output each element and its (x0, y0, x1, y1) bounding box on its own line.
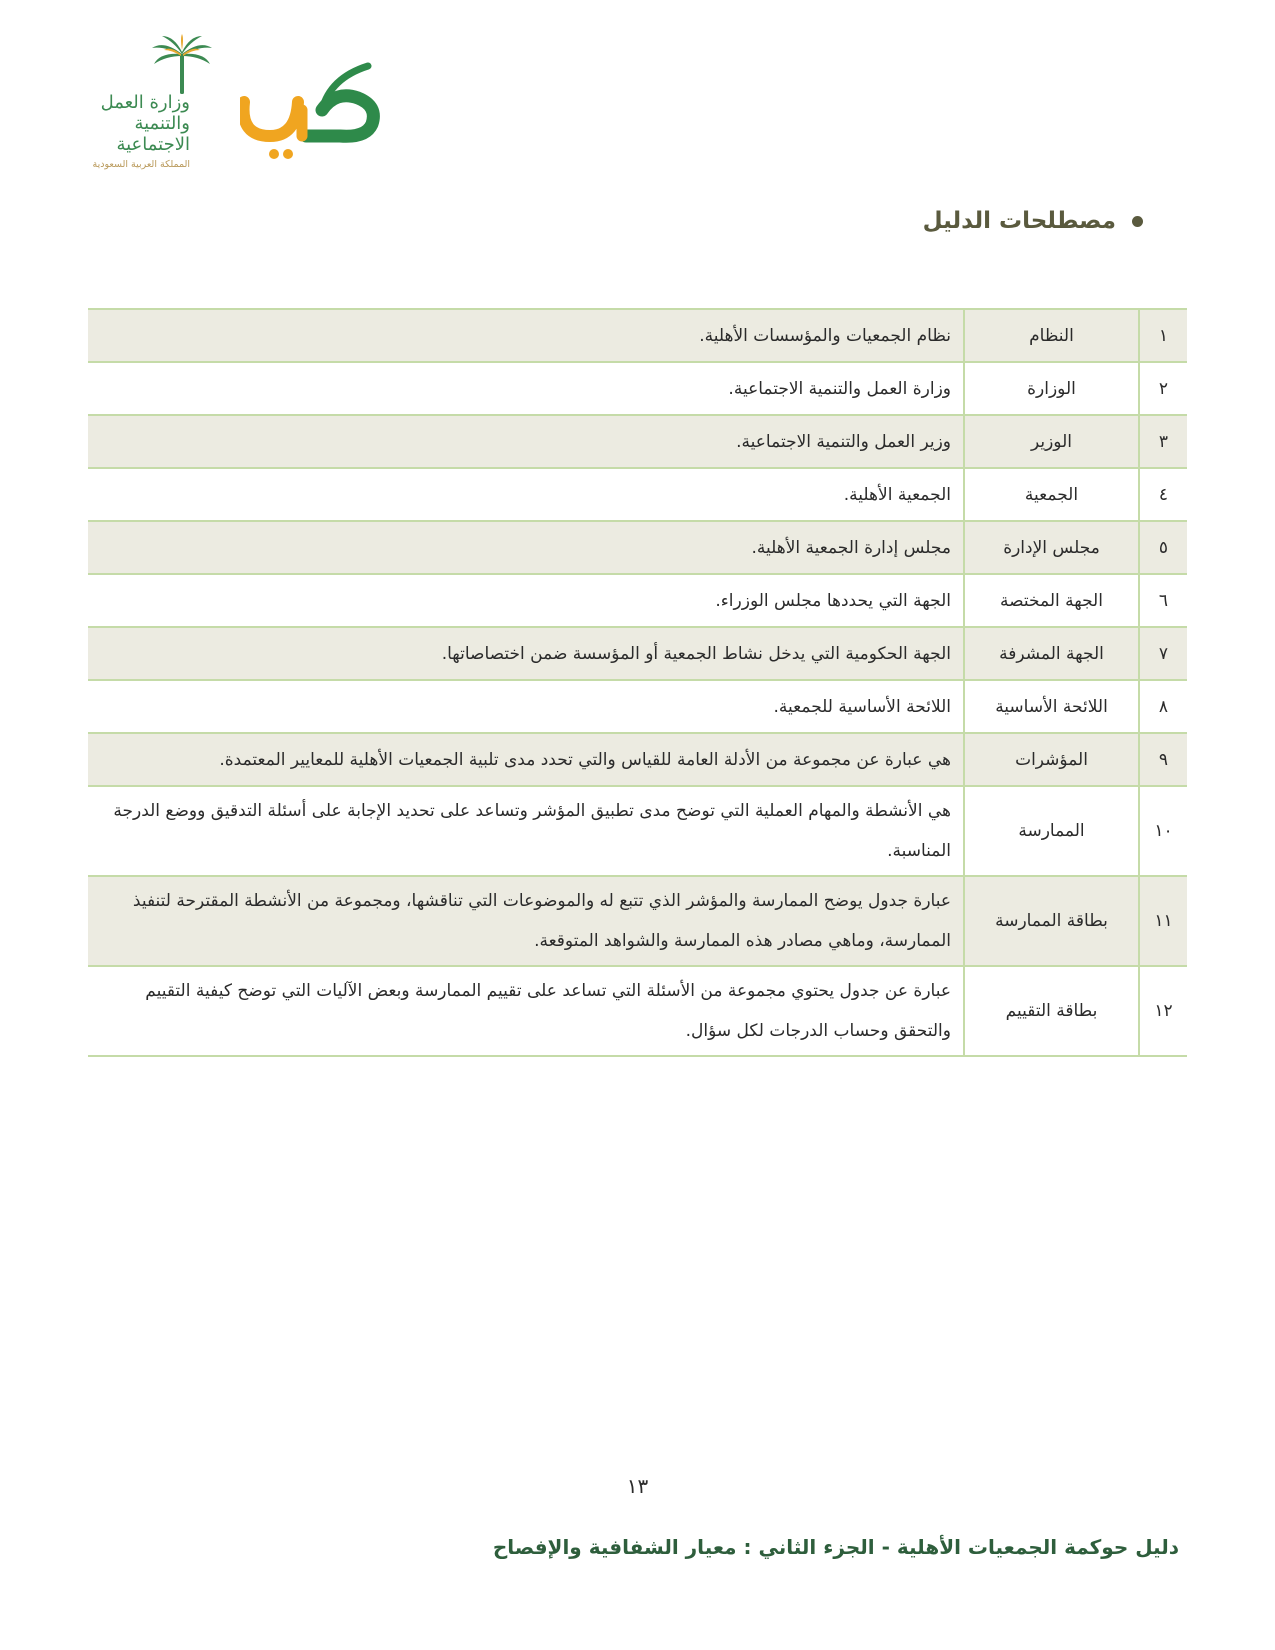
brand-logo (240, 62, 390, 162)
row-number: ٣ (1139, 415, 1187, 468)
ministry-country: المملكة العربية السعودية (92, 158, 190, 170)
row-number: ٩ (1139, 733, 1187, 786)
row-number: ١٠ (1139, 786, 1187, 876)
table-row (88, 415, 1187, 468)
row-term: الجهة المختصة (964, 574, 1139, 627)
ministry-logo (60, 34, 220, 170)
section-heading (923, 208, 1143, 234)
row-definition: وزير العمل والتنمية الاجتماعية. (736, 431, 951, 452)
row-definition: عبارة جدول يوضح الممارسة والمؤشر الذي تتبع له والموضوعات التي تناقشها، ومجموعة من الأنشطة المقترحة لتنفيذ الممارسة، وماهي مصادر هذه الممارسة والشواهد المتوقعة. (132, 891, 951, 951)
row-definition: هي الأنشطة والمهام العملية التي توضح مدى تطبيق المؤشر وتساعد على تحديد الإجابة على أسئلة التدقيق ووضع الدرجة المناسبة. (113, 801, 951, 861)
row-term: مجلس الإدارة (964, 521, 1139, 574)
row-number: ٦ (1139, 574, 1187, 627)
row-number: ٤ (1139, 468, 1187, 521)
ministry-name (60, 92, 190, 170)
glossary-table (88, 308, 1187, 1057)
table-row (88, 786, 1187, 876)
row-term: اللائحة الأساسية (964, 680, 1139, 733)
table-row (88, 574, 1187, 627)
table-row (88, 362, 1187, 415)
ministry-name-line1: وزارة العمل (100, 92, 190, 113)
row-number: ١٢ (1139, 966, 1187, 1056)
table-row (88, 309, 1187, 362)
row-number: ١ (1139, 309, 1187, 362)
row-term: النظام (964, 309, 1139, 362)
table-row (88, 680, 1187, 733)
row-term: الوزارة (964, 362, 1139, 415)
ministry-name-line2: والتنمية الاجتماعية (116, 113, 190, 156)
row-definition: الجمعية الأهلية. (843, 484, 951, 505)
row-term: الوزير (964, 415, 1139, 468)
row-definition: الجهة الحكومية التي يدخل نشاط الجمعية أو المؤسسة ضمن اختصاصاتها. (441, 643, 951, 664)
row-term: بطاقة التقييم (964, 966, 1139, 1056)
row-term: المؤشرات (964, 733, 1139, 786)
row-definition: مجلس إدارة الجمعية الأهلية. (751, 537, 951, 558)
row-number: ٢ (1139, 362, 1187, 415)
row-number: ٥ (1139, 521, 1187, 574)
footer-title: دليل حوكمة الجمعيات الأهلية - الجزء الثاني : معيار الشفافية والإفصاح (492, 1535, 1179, 1559)
row-number: ٨ (1139, 680, 1187, 733)
row-definition: هي عبارة عن مجموعة من الأدلة العامة للقياس والتي تحدد مدى تلبية الجمعيات الأهلية للمعايير المعتمدة. (219, 749, 951, 770)
table-row (88, 521, 1187, 574)
table-row (88, 966, 1187, 1056)
row-term: الجمعية (964, 468, 1139, 521)
row-definition: عبارة عن جدول يحتوي مجموعة من الأسئلة التي تساعد على تقييم الممارسة وبعض الآليات التي توضح كيفية التقييم والتحقق وحساب الدرجات لكل سؤال. (145, 981, 951, 1041)
page-number: ١٣ (626, 1474, 649, 1498)
row-definition: اللائحة الأساسية للجمعية. (773, 696, 951, 717)
palm-tree-icon (150, 34, 214, 96)
table-row (88, 468, 1187, 521)
row-term: الجهة المشرفة (964, 627, 1139, 680)
section-title: مصطلحات الدليل (922, 208, 1116, 234)
row-definition: وزارة العمل والتنمية الاجتماعية. (728, 378, 951, 399)
row-definition: نظام الجمعيات والمؤسسات الأهلية. (699, 325, 951, 346)
row-number: ٧ (1139, 627, 1187, 680)
table-row (88, 733, 1187, 786)
row-term: الممارسة (964, 786, 1139, 876)
row-number: ١١ (1139, 876, 1187, 966)
row-term: بطاقة الممارسة (964, 876, 1139, 966)
table-row (88, 876, 1187, 966)
bullet-icon (1132, 216, 1143, 227)
table-row (88, 627, 1187, 680)
row-definition: الجهة التي يحددها مجلس الوزراء. (715, 590, 951, 611)
